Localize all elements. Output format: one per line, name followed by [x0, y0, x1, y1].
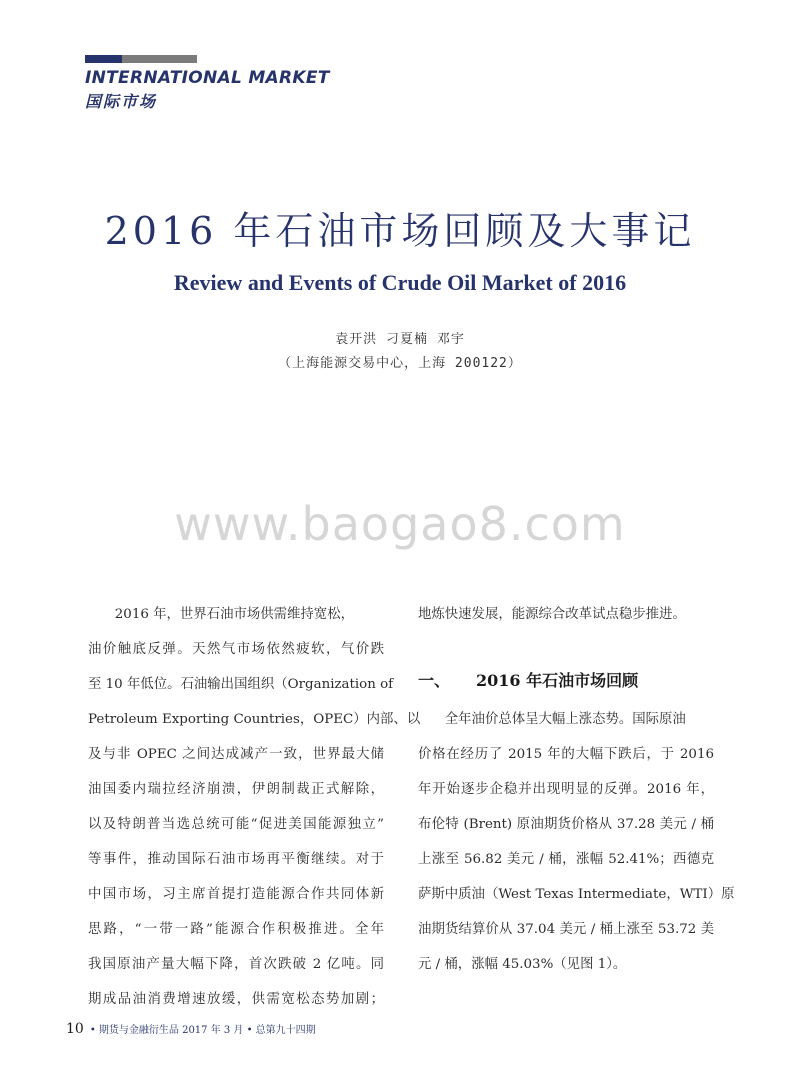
- article-title-zh: 2016 年石油市场回顾及大事记: [104, 209, 696, 253]
- page-footer: [66, 1021, 316, 1037]
- body-line: 油期货结算价从 37.04 美元 / 桶上涨至 53.72 美: [418, 922, 714, 937]
- header-accent-bar: [85, 55, 197, 63]
- section-heading: [418, 668, 638, 691]
- body-line: 元 / 桶，涨幅 45.03%（见图 1）。: [418, 957, 627, 972]
- journal-info: • 期货与金融衍生品 2017 年 3 月 • 总第九十四期: [89, 1025, 316, 1036]
- header-accent-dark: [85, 55, 122, 63]
- section-title-zh: 国际市场: [85, 92, 158, 111]
- body-line: 布伦特 (Brent) 原油期货价格从 37.28 美元 / 桶: [418, 817, 714, 832]
- header-accent-grey: [122, 55, 197, 63]
- body-line: 萨斯中质油（West Texas Intermediate，WTI）原: [418, 887, 735, 902]
- article-authors: 袁开洪 刁夏楠 邓宇: [335, 332, 465, 347]
- body-line: Petroleum Exporting Countries，OPEC）内部、以: [88, 712, 421, 727]
- body-line: 地炼快速发展，能源综合改革试点稳步推进。: [418, 607, 686, 622]
- body-line: 油价触底反弹。天然气市场依然疲软，气价跌: [88, 642, 384, 657]
- body-line: 上涨至 56.82 美元 / 桶，涨幅 52.41%；西德克: [418, 852, 714, 867]
- body-line: 2016 年，世界石油市场供需维持宽松，: [88, 607, 354, 622]
- body-line: 以及特朗普当选总统可能“促进美国能源独立”: [88, 817, 384, 832]
- body-line: 及与非 OPEC 之间达成减产一致，世界最大储: [88, 747, 384, 762]
- watermark: www.baogao8.com: [174, 497, 626, 551]
- body-line: 期成品油消费增速放缓，供需宽松态势加剧；: [88, 992, 384, 1007]
- body-line: 年开始逐步企稳并出现明显的反弹。2016 年，: [418, 782, 714, 797]
- body-line: 油国委内瑞拉经济崩溃，伊朗制裁正式解除，: [88, 782, 384, 797]
- body-line: 我国原油产量大幅下降，首次跌破 2 亿吨。同: [88, 957, 384, 972]
- section-title-en: INTERNATIONAL MARKET: [85, 68, 330, 88]
- body-line: 至 10 年低位。石油输出国组织（Organization of: [88, 677, 394, 692]
- body-line: 思路，“一带一路”能源合作积极推进。全年: [88, 922, 384, 937]
- page-number: 10: [66, 1021, 84, 1037]
- body-line: 等事件，推动国际石油市场再平衡继续。对于: [88, 852, 384, 867]
- article-title-en: Review and Events of Crude Oil Market of 2016: [173, 270, 627, 295]
- body-line: 全年油价总体呈大幅上涨态势。国际原油: [418, 712, 686, 727]
- article-affiliation: （上海能源交易中心，上海 200122）: [278, 356, 522, 371]
- body-line: 价格在经历了 2015 年的大幅下跌后，于 2016: [418, 747, 714, 762]
- section-heading-text: 2016 年石油市场回顾: [476, 671, 639, 690]
- section-heading-number: 一、: [418, 671, 451, 690]
- body-line: 中国市场，习主席首提打造能源合作共同体新: [88, 887, 384, 902]
